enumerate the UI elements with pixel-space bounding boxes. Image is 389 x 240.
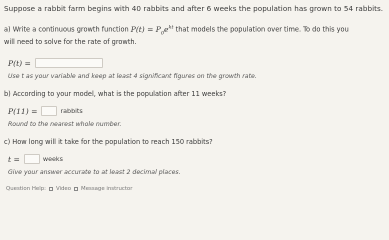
part-a-answer-row [8,58,103,68]
growth-formula [131,25,174,34]
part-a-hint: Use t as your variable and keep at least 4 significant figures on the growth rate. [8,73,257,80]
p-of-11-input[interactable] [41,106,57,116]
part-b-hint: Round to the nearest whole number. [8,121,122,128]
formula-lhs: P(t) = P [130,24,161,34]
part-b-question: b) According to your model, what is the population after 11 weeks? [4,90,227,98]
video-icon[interactable] [49,187,53,191]
formula-sub: 0 [160,30,164,36]
part-a-line-1 [4,23,349,38]
message-icon[interactable] [74,187,78,191]
part-c-input-label: t = [8,154,20,164]
formula-e: e [164,24,169,34]
question-help-label: Question Help: [6,186,46,192]
p-of-t-input[interactable] [35,58,103,68]
part-c-question: c) How long will it take for the population to reach 150 rabbits? [4,138,213,146]
t-input[interactable] [24,154,40,164]
video-link[interactable]: Video [55,186,72,192]
rabbits-unit: rabbits [60,107,83,115]
weeks-unit: weeks [42,155,63,163]
question-help-bar [6,186,132,192]
part-a-input-label: P(t) = [8,58,31,68]
part-a-prefix: a) Write a continuous growth function [4,25,129,34]
formula-exponent: kt [168,24,174,30]
part-a-line-2: will need to solve for the rate of growth. [4,37,137,46]
part-c-hint: Give your answer accurate to at least 2 decimal places. [8,169,181,176]
message-instructor-link[interactable]: Message instructor [81,186,133,192]
part-a-suffix: that models the population over time. To do this you [175,25,349,34]
problem-intro: Suppose a rabbit farm begins with 40 rabbits and after 6 weeks the population has grown to 54 rabbits. [4,4,384,13]
part-a-question [4,23,349,46]
part-b-answer-row [8,106,83,116]
part-b-input-label: P(11) = [8,106,38,116]
part-c-answer-row [8,154,63,164]
